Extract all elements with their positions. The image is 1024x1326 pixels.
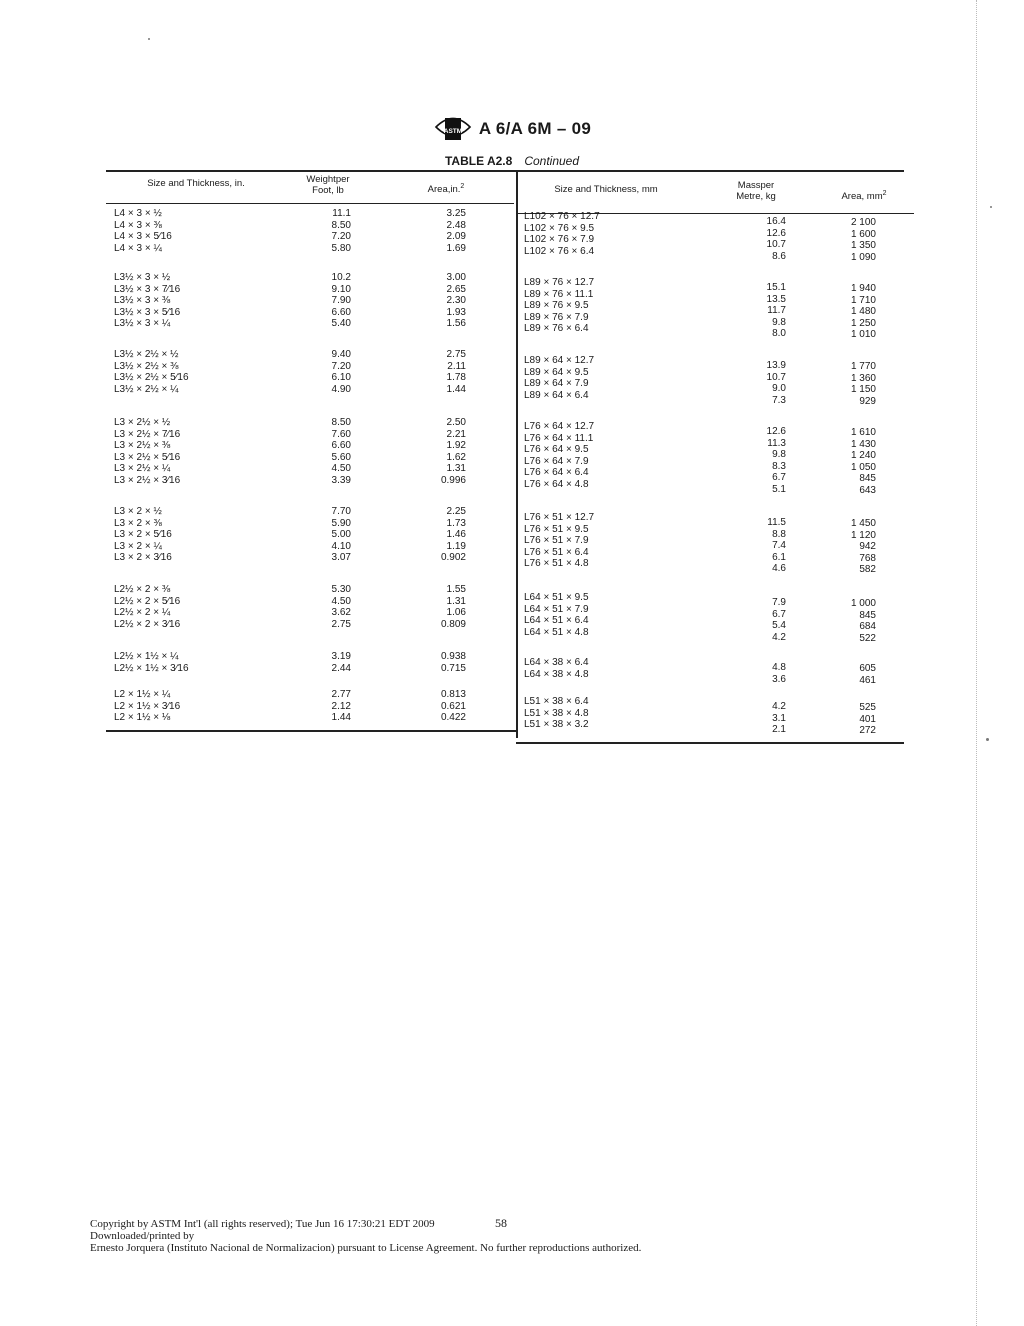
cell-area-in: 2.21 — [446, 428, 466, 440]
cell-area-mm: 1 090 — [850, 251, 876, 263]
footer-line2: Downloaded/printed by — [90, 1230, 195, 1242]
header-area-mm-sup: 2 — [882, 190, 887, 197]
cell-size-mm: L89 × 76 × 11.1 — [524, 288, 594, 300]
cell-size-in: L3½ × 2½ × 5⁄16 — [114, 372, 189, 384]
scan-speck — [986, 738, 989, 741]
cell-weight: 5.30 — [331, 584, 351, 595]
rule-bottom-right — [516, 742, 904, 744]
cell-weight: 6.60 — [331, 440, 351, 452]
cell-weight: 2.44 — [331, 662, 351, 674]
cell-weight: 4.50 — [331, 463, 351, 475]
cell-size-in: L3½ × 3 × ¼ — [114, 318, 171, 330]
cell-weight: 7.20 — [331, 360, 351, 372]
header-size-mm: Size and Thickness, mm — [554, 184, 658, 195]
cell-mass: 6.1 — [772, 551, 786, 563]
cell-size-in: L2½ × 2 × 3⁄16 — [114, 618, 181, 630]
cell-area-mm: 768 — [859, 552, 876, 564]
cell-size-in: L4 × 3 × 5⁄16 — [114, 231, 172, 243]
cell-size-in: L3 × 2½ × ½ — [114, 417, 171, 428]
cell-weight: 9.10 — [331, 283, 351, 295]
cell-area-in: 0.902 — [440, 552, 466, 564]
cell-area-mm: 1 010 — [850, 329, 876, 341]
header-area-mm — [814, 188, 914, 202]
cell-weight: 3.19 — [331, 651, 351, 662]
cell-size-mm: L76 × 51 × 6.4 — [524, 546, 589, 558]
cell-mass: 7.9 — [772, 597, 786, 608]
rule-header-left — [106, 203, 514, 204]
cell-size-mm: L102 × 76 × 7.9 — [524, 234, 595, 246]
cell-size-mm: L76 × 64 × 6.4 — [524, 467, 589, 479]
cell-size-mm: L89 × 76 × 6.4 — [524, 323, 589, 335]
cell-area-in: 2.11 — [447, 360, 466, 372]
cell-area-mm: 1 610 — [850, 427, 876, 438]
cell-mass: 7.4 — [772, 540, 786, 552]
cell-area-mm: 942 — [859, 541, 876, 553]
cell-area-mm: 1 000 — [850, 598, 876, 609]
cell-mass: 5.1 — [772, 484, 786, 495]
cell-weight: 2.75 — [331, 618, 351, 630]
cell-size-in: L3½ × 2½ × ½ — [114, 349, 179, 360]
cell-size-mm: L51 × 38 × 4.8 — [524, 707, 589, 719]
footer-line3: Ernesto Jorquera (Instituto Nacional de Normalizacion) pursuant to License Agreement. No further reproductions authorized. — [90, 1242, 642, 1254]
cell-weight: 8.50 — [331, 417, 351, 428]
document-header — [0, 112, 1024, 146]
header-area-in-text: Area,in. — [427, 184, 461, 196]
cell-area-in: 0.809 — [440, 618, 466, 630]
cell-weight: 5.00 — [331, 529, 351, 541]
cell-size-in: L3½ × 2½ × ¼ — [114, 383, 179, 395]
cell-area-in: 2.09 — [446, 231, 466, 243]
cell-area-mm: 1 430 — [850, 438, 876, 450]
cell-weight: 5.40 — [331, 318, 351, 330]
cell-area-in: 0.715 — [440, 662, 466, 674]
header-mass — [706, 180, 806, 202]
header-weight-line2: Foot, lb — [312, 185, 344, 196]
cell-weight: 7.90 — [331, 295, 351, 307]
table-label: TABLE A2.8 — [444, 154, 513, 168]
cell-size-in: L3½ × 3 × ½ — [114, 272, 171, 283]
cell-weight: 5.90 — [331, 517, 351, 529]
cell-area-mm: 684 — [859, 621, 876, 633]
cell-area-mm: 1 350 — [850, 240, 876, 252]
cell-area-mm: 582 — [859, 564, 876, 576]
cell-area-mm: 1 050 — [850, 461, 876, 473]
cell-size-mm: L64 × 51 × 6.4 — [524, 615, 589, 627]
cell-size-in: L3½ × 2½ × ⅜ — [114, 360, 179, 372]
cell-size-mm: L76 × 64 × 11.1 — [524, 432, 594, 444]
footer-line1: Copyright by ASTM Int'l (all rights reserved); Tue Jun 16 17:30:21 EDT 2009 — [90, 1218, 435, 1230]
cell-area-mm: 1 450 — [850, 518, 876, 529]
cell-mass: 13.5 — [766, 293, 786, 305]
cell-weight: 2.12 — [331, 700, 351, 712]
cell-size-in: L3 × 2½ × 3⁄16 — [114, 475, 181, 486]
cell-size-in: L3 × 2 × ½ — [114, 506, 162, 517]
cell-area-in: 1.78 — [446, 372, 466, 384]
cell-area-in: 2.75 — [446, 349, 466, 360]
cell-size-mm: L89 × 76 × 12.7 — [524, 277, 595, 288]
cell-mass: 12.6 — [766, 426, 786, 437]
cell-size-mm: L51 × 38 × 3.2 — [524, 719, 589, 731]
cell-mass: 7.3 — [772, 394, 786, 406]
cell-area-in: 1.73 — [446, 517, 466, 529]
cell-mass: 9.8 — [772, 316, 786, 328]
document-designation: A 6/A 6M – 09 — [478, 119, 592, 138]
cell-size-in: L2½ × 2 × ⅜ — [114, 584, 171, 595]
cell-area-mm: 522 — [859, 632, 876, 644]
cell-mass: 8.0 — [772, 328, 786, 340]
cell-area-in: 0.422 — [440, 712, 466, 724]
cell-size-mm: L76 × 51 × 7.9 — [524, 535, 589, 547]
cell-mass: 6.7 — [772, 472, 786, 484]
cell-area-in: 1.55 — [446, 584, 466, 595]
cell-size-in: L3 × 2½ × ⅜ — [114, 440, 171, 452]
astm-logo-text: ASTM — [443, 128, 463, 135]
cell-size-mm: L64 × 51 × 4.8 — [524, 626, 589, 638]
table-continued: Continued — [524, 154, 580, 168]
cell-mass: 4.2 — [772, 701, 786, 712]
cell-size-in: L4 × 3 × ½ — [114, 208, 162, 219]
cell-area-mm: 272 — [859, 725, 876, 737]
cell-weight: 3.39 — [331, 475, 351, 486]
cell-size-mm: L89 × 64 × 9.5 — [524, 366, 589, 378]
cell-size-in: L3½ × 3 × ⅜ — [114, 295, 171, 307]
cell-size-mm: L64 × 38 × 6.4 — [524, 657, 589, 668]
cell-area-mm: 401 — [859, 713, 876, 725]
cell-size-in: L2½ × 1½ × 3⁄16 — [114, 662, 189, 674]
rule-center — [516, 172, 518, 738]
cell-weight: 4.10 — [331, 540, 351, 552]
cell-size-mm: L89 × 64 × 7.9 — [524, 378, 589, 390]
cell-weight: 4.90 — [331, 383, 351, 395]
cell-mass: 8.8 — [772, 528, 786, 540]
cell-area-mm: 643 — [859, 485, 876, 496]
cell-area-in: 1.31 — [446, 463, 466, 475]
cell-size-in: L2 × 1½ × ¼ — [114, 689, 171, 700]
cell-size-in: L3 × 2½ × 7⁄16 — [114, 428, 181, 440]
cell-weight: 9.40 — [331, 349, 351, 360]
cell-area-in: 2.30 — [446, 295, 466, 307]
cell-mass: 12.6 — [766, 227, 786, 239]
cell-size-in: L2½ × 2 × 5⁄16 — [114, 595, 181, 607]
cell-mass: 5.4 — [772, 620, 786, 632]
cell-mass: 4.2 — [772, 631, 786, 643]
cell-area-mm: 1 600 — [850, 228, 876, 240]
cell-size-in: L2½ × 2 × ¼ — [114, 607, 171, 619]
cell-area-mm: 1 480 — [850, 306, 876, 318]
cell-size-mm: L76 × 51 × 4.8 — [524, 558, 589, 570]
rule-top — [106, 170, 904, 172]
scan-speck — [148, 38, 150, 40]
cell-area-mm: 2 100 — [850, 217, 876, 228]
cell-size-in: L3 × 2 × ¼ — [114, 540, 162, 552]
cell-weight: 4.50 — [331, 595, 351, 607]
cell-size-mm: L102 × 76 × 9.5 — [524, 222, 595, 234]
cell-weight: 6.10 — [331, 372, 351, 384]
cell-size-mm: L89 × 64 × 12.7 — [524, 355, 595, 366]
cell-weight: 7.60 — [331, 428, 351, 440]
cell-size-mm: L76 × 51 × 9.5 — [524, 523, 589, 535]
cell-area-in: 0.996 — [440, 475, 466, 486]
cell-area-mm: 1 150 — [850, 384, 876, 396]
cell-area-in: 0.938 — [440, 651, 466, 662]
cell-size-in: L3 × 2 × 3⁄16 — [114, 552, 172, 564]
cell-size-in: L2 × 1½ × ⅛ — [114, 712, 171, 724]
cell-area-in: 1.19 — [446, 540, 466, 552]
cell-weight: 1.44 — [331, 712, 351, 724]
cell-mass: 9.8 — [772, 449, 786, 461]
cell-size-mm: L76 × 64 × 4.8 — [524, 479, 589, 490]
rule-bottom-left — [106, 730, 516, 732]
angle-properties-table — [106, 170, 906, 746]
header-size-in: Size and Thickness, in. — [147, 178, 245, 189]
scan-edge — [976, 0, 978, 1326]
cell-area-in: 1.93 — [446, 306, 466, 318]
cell-area-in: 2.50 — [446, 417, 466, 428]
cell-area-mm: 1 940 — [850, 283, 876, 294]
cell-area-mm: 1 710 — [850, 294, 876, 306]
cell-size-mm: L102 × 76 × 12.7 — [524, 211, 600, 222]
cell-area-mm: 845 — [859, 609, 876, 621]
cell-weight: 6.60 — [331, 306, 351, 318]
cell-area-mm: 1 250 — [850, 317, 876, 329]
cell-area-mm: 1 360 — [850, 372, 876, 384]
cell-area-in: 2.25 — [446, 506, 466, 517]
cell-mass: 10.7 — [766, 371, 786, 383]
cell-area-in: 2.65 — [446, 283, 466, 295]
cell-weight: 5.80 — [331, 242, 351, 254]
cell-area-in: 0.813 — [440, 689, 466, 700]
cell-weight: 3.62 — [331, 607, 351, 619]
page-number: 58 — [495, 1216, 507, 1230]
cell-area-in: 1.31 — [446, 595, 466, 607]
cell-mass: 8.3 — [772, 460, 786, 472]
cell-area-in: 1.69 — [446, 242, 466, 254]
cell-size-mm: L102 × 76 × 6.4 — [524, 245, 595, 257]
cell-weight: 5.60 — [331, 451, 351, 463]
cell-size-mm: L76 × 51 × 12.7 — [524, 512, 595, 523]
cell-mass: 9.0 — [772, 383, 786, 395]
astm-logo — [433, 112, 473, 146]
cell-size-in: L3 × 2 × ⅜ — [114, 517, 162, 529]
header-area-in-sup: 2 — [460, 183, 465, 190]
cell-size-mm: L89 × 64 × 6.4 — [524, 389, 589, 401]
cell-size-in: L2 × 1½ × 3⁄16 — [114, 700, 181, 712]
cell-size-mm: L64 × 51 × 9.5 — [524, 592, 589, 603]
cell-mass: 11.5 — [767, 517, 786, 528]
header-area-in — [396, 181, 496, 195]
cell-size-in: L4 × 3 × ¼ — [114, 242, 162, 254]
cell-weight: 8.50 — [331, 219, 351, 231]
cell-mass: 2.1 — [772, 724, 786, 736]
cell-size-in: L2½ × 1½ × ¼ — [114, 651, 179, 662]
cell-mass: 10.7 — [766, 239, 786, 251]
cell-area-in: 1.92 — [446, 440, 466, 452]
cell-area-in: 1.06 — [446, 607, 466, 619]
cell-area-in: 1.44 — [446, 383, 466, 395]
cell-size-in: L4 × 3 × ⅜ — [114, 219, 162, 231]
cell-area-in: 2.48 — [446, 219, 466, 231]
header-mass-line1: Massper — [737, 180, 775, 191]
scan-speck — [990, 206, 992, 208]
cell-weight: 11.1 — [332, 208, 351, 219]
cell-size-mm: L76 × 64 × 7.9 — [524, 455, 589, 467]
cell-mass: 11.3 — [767, 437, 786, 449]
cell-size-in: L3 × 2 × 5⁄16 — [114, 529, 172, 541]
cell-area-in: 3.25 — [446, 208, 466, 219]
cell-area-mm: 1 770 — [850, 361, 876, 372]
cell-area-in: 1.46 — [446, 529, 466, 541]
cell-size-in: L3½ × 3 × 5⁄16 — [114, 306, 181, 318]
cell-area-in: 0.621 — [440, 700, 466, 712]
cell-mass: 13.9 — [766, 360, 786, 371]
cell-weight: 7.70 — [331, 506, 351, 517]
cell-mass: 15.1 — [766, 282, 786, 293]
cell-size-mm: L64 × 38 × 4.8 — [524, 668, 589, 680]
cell-mass: 4.8 — [772, 662, 786, 673]
cell-size-in: L3 × 2½ × ¼ — [114, 463, 171, 475]
cell-size-mm: L89 × 76 × 7.9 — [524, 311, 589, 323]
cell-area-mm: 845 — [859, 473, 876, 485]
cell-mass: 16.4 — [766, 216, 786, 227]
cell-weight: 7.20 — [331, 231, 351, 243]
header-weight — [288, 174, 368, 196]
table-caption — [0, 154, 1024, 168]
cell-weight: 2.77 — [331, 689, 351, 700]
cell-mass: 3.6 — [772, 673, 786, 685]
cell-mass: 4.6 — [772, 563, 786, 575]
cell-weight: 10.2 — [331, 272, 351, 283]
cell-size-mm: L51 × 38 × 6.4 — [524, 696, 589, 707]
cell-area-in: 1.62 — [446, 451, 466, 463]
header-mass-line2: Metre, kg — [736, 191, 776, 202]
cell-size-mm: L89 × 76 × 9.5 — [524, 300, 589, 312]
cell-mass: 8.6 — [772, 250, 786, 262]
cell-area-in: 3.00 — [446, 272, 466, 283]
cell-mass: 3.1 — [772, 712, 786, 724]
cell-area-mm: 605 — [859, 663, 876, 674]
cell-size-mm: L76 × 64 × 12.7 — [524, 421, 595, 432]
copyright-footer — [90, 1218, 790, 1254]
cell-mass: 11.7 — [767, 305, 786, 317]
cell-area-mm: 461 — [859, 674, 876, 686]
cell-area-mm: 1 240 — [850, 450, 876, 462]
cell-area-mm: 1 120 — [850, 529, 876, 541]
cell-area-in: 1.56 — [446, 318, 466, 330]
header-area-mm-text: Area, mm — [841, 191, 883, 203]
cell-weight: 3.07 — [331, 552, 351, 564]
cell-size-in: L3½ × 3 × 7⁄16 — [114, 283, 181, 295]
cell-area-mm: 929 — [859, 395, 876, 407]
cell-size-in: L3 × 2½ × 5⁄16 — [114, 451, 181, 463]
header-weight-line1: Weightper — [306, 174, 350, 185]
cell-mass: 6.7 — [772, 608, 786, 620]
cell-size-mm: L64 × 51 × 7.9 — [524, 603, 589, 615]
cell-area-mm: 525 — [859, 702, 876, 713]
cell-size-mm: L76 × 64 × 9.5 — [524, 444, 589, 456]
